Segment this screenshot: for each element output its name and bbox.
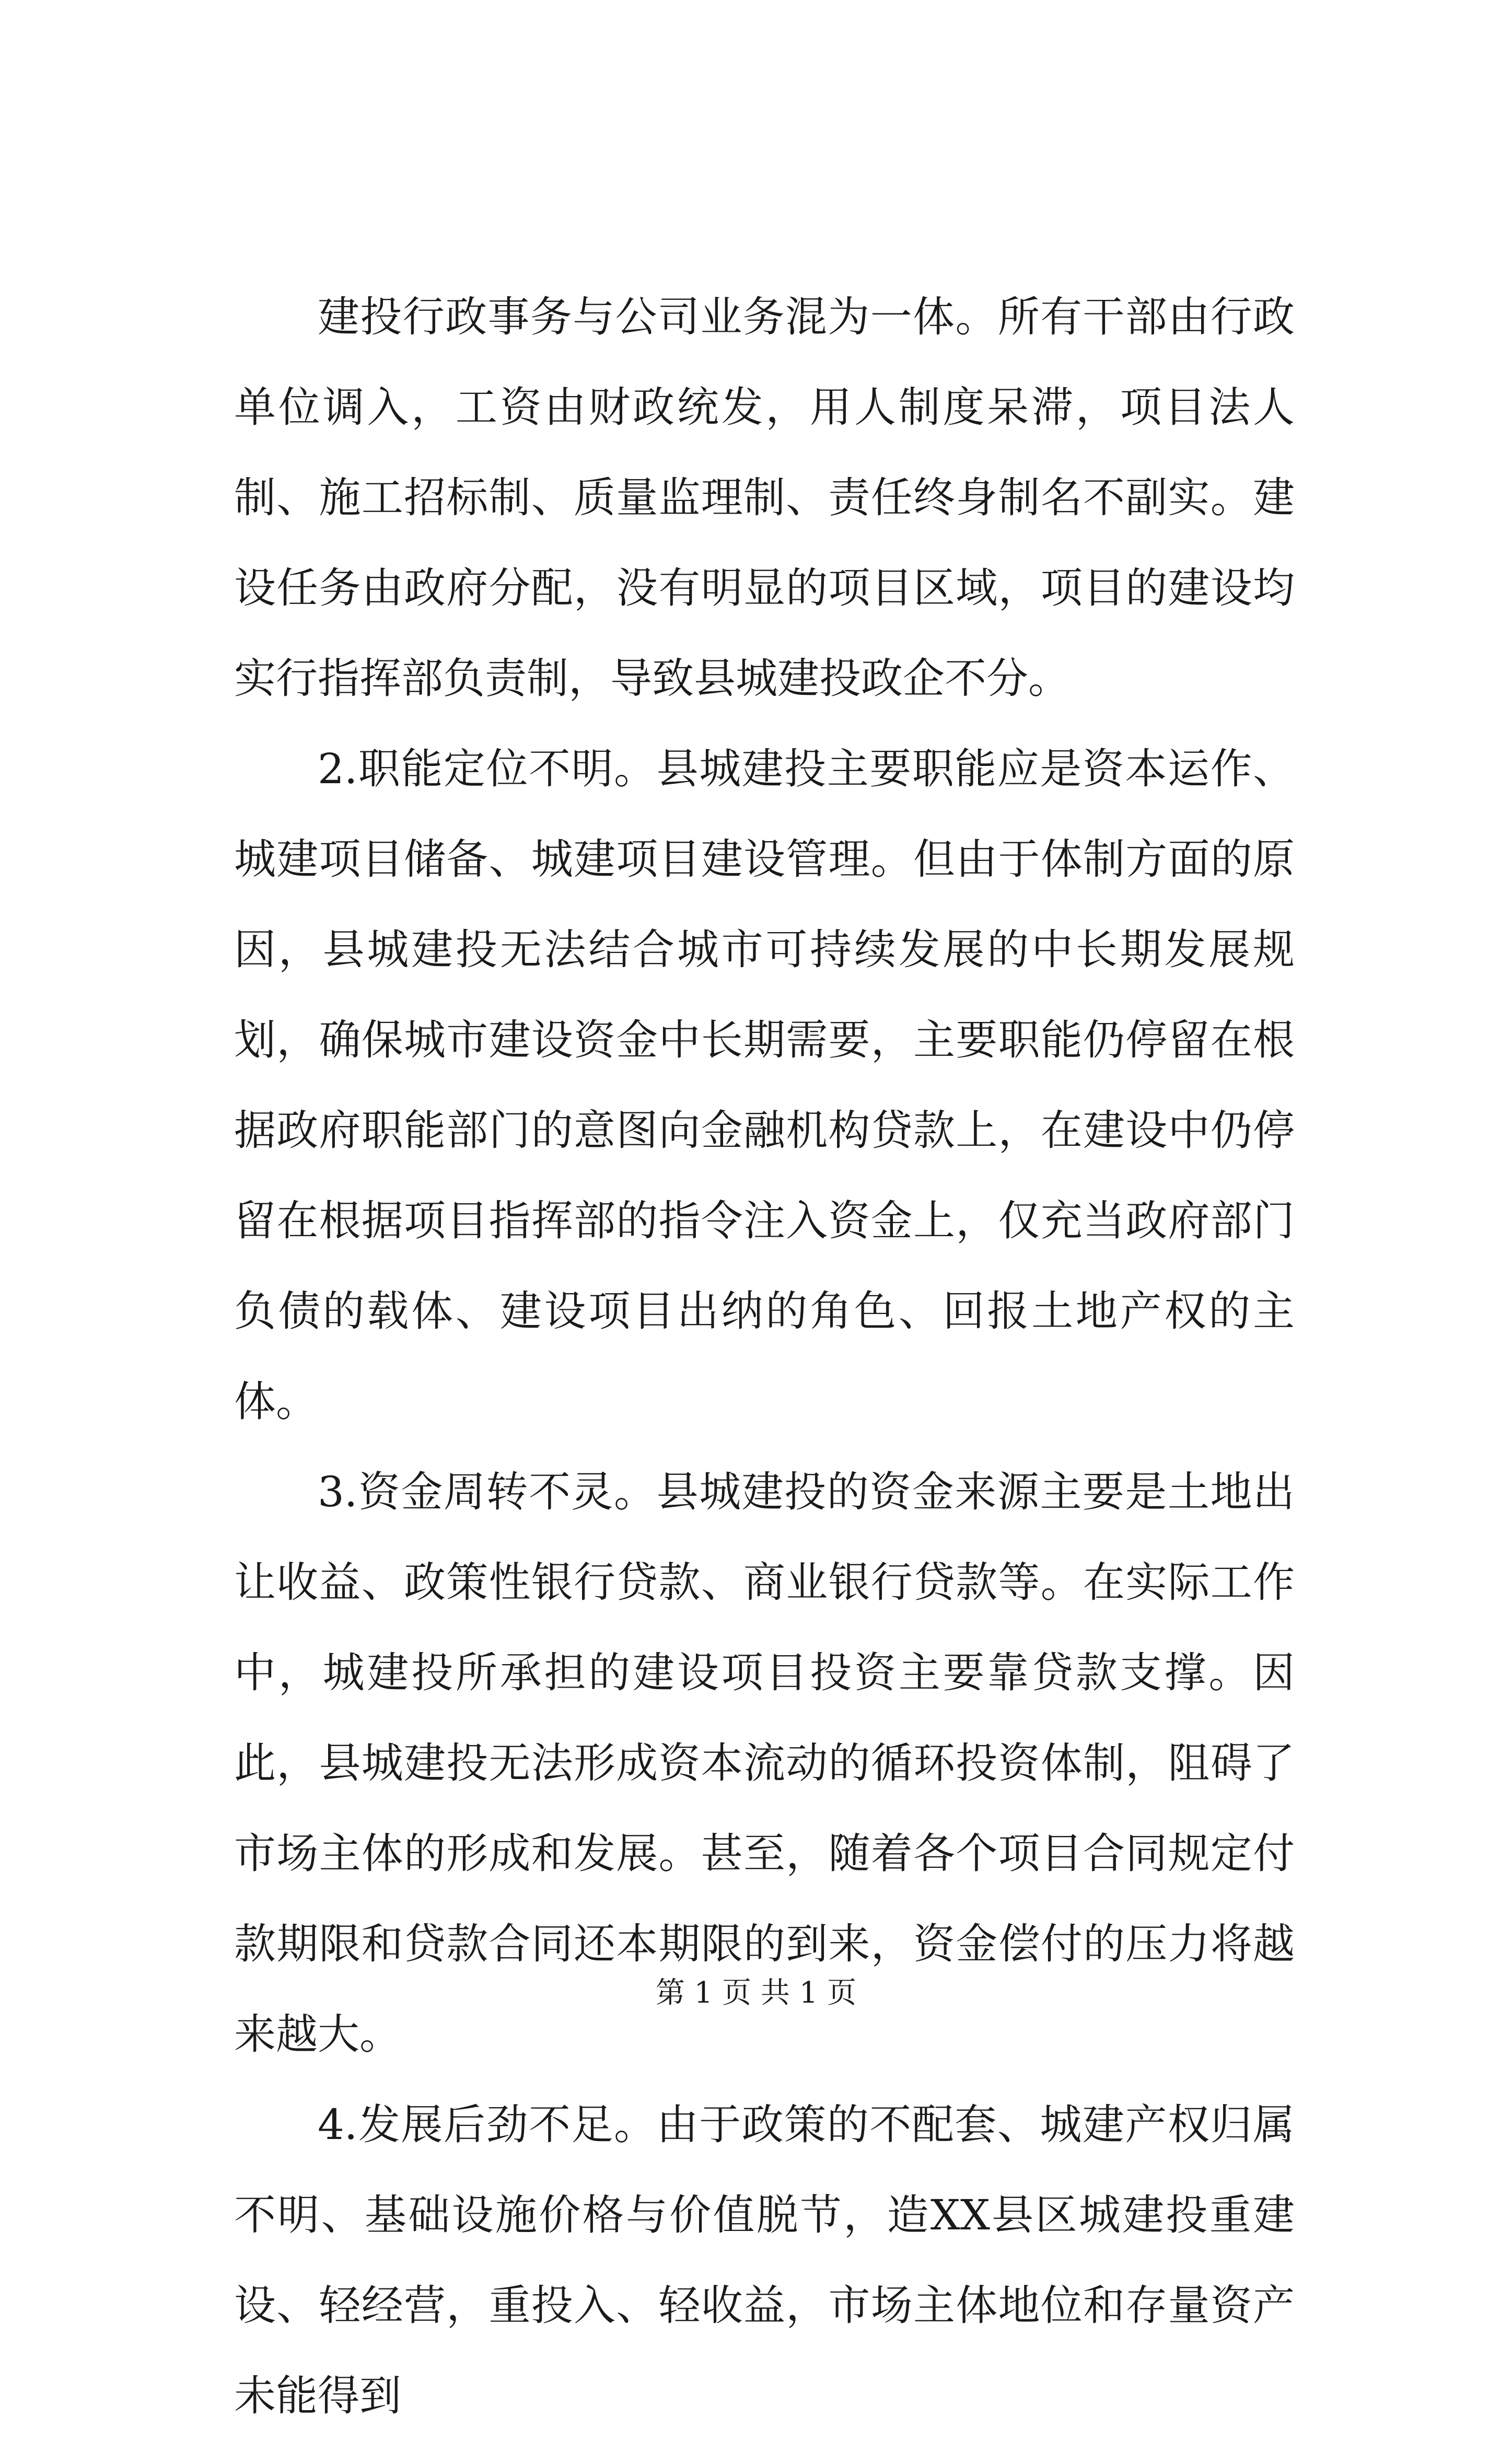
paragraph-1: 建投行政事务与公司业务混为一体。所有干部由行政单位调入，工资由财政统发，用人制度呆滞，项目法人制、施工招标制、质量监理制、责任终身制名不副实。建设任务由政府分配，没有明显的项目区域，项目的建设均实行指挥部负责制，导致县城建投政企不分。 bbox=[234, 293, 1295, 703]
page-number-label: 第 1 页 共 1 页 bbox=[655, 1976, 857, 2010]
paragraph-3: 3.资金周转不灵。县城建投的资金来源主要是土地出让收益、政策性银行贷款、商业银行贷款等。在实际工作中，城建投所承担的建设项目投资主要靠贷款支撑。因此，县城建投无法形成资本流动的循环投资体制，阻碍了市场主体的形成和发展。甚至，随着各个项目合同规定付款期限和贷款合同还本期限的到来，资金偿付的压力将越来越大。 bbox=[234, 1468, 1295, 2059]
paragraph-2: 2.职能定位不明。县城建投主要职能应是资本运作、城建项目储备、城建项目建设管理。但由于体制方面的原因，县城建投无法结合城市可持续发展的中长期发展规划，确保城市建设资金中长期需要，主要职能仍停留在根据政府职能部门的意图向金融机构贷款上，在建设中仍停留在根据项目指挥部的指令注入资金上，仅充当政府部门负债的载体、建设项目出纳的角色、回报土地产权的主体。 bbox=[234, 745, 1295, 1426]
page-footer bbox=[0, 1972, 1512, 2014]
paragraph-4: 4.发展后劲不足。由于政策的不配套、城建产权归属不明、基础设施价格与价值脱节，造XX县区城建投重建设、轻经营，重投入、轻收益，市场主体地位和存量资产未能得到 bbox=[234, 2100, 1295, 2420]
document-body bbox=[234, 272, 1295, 2441]
